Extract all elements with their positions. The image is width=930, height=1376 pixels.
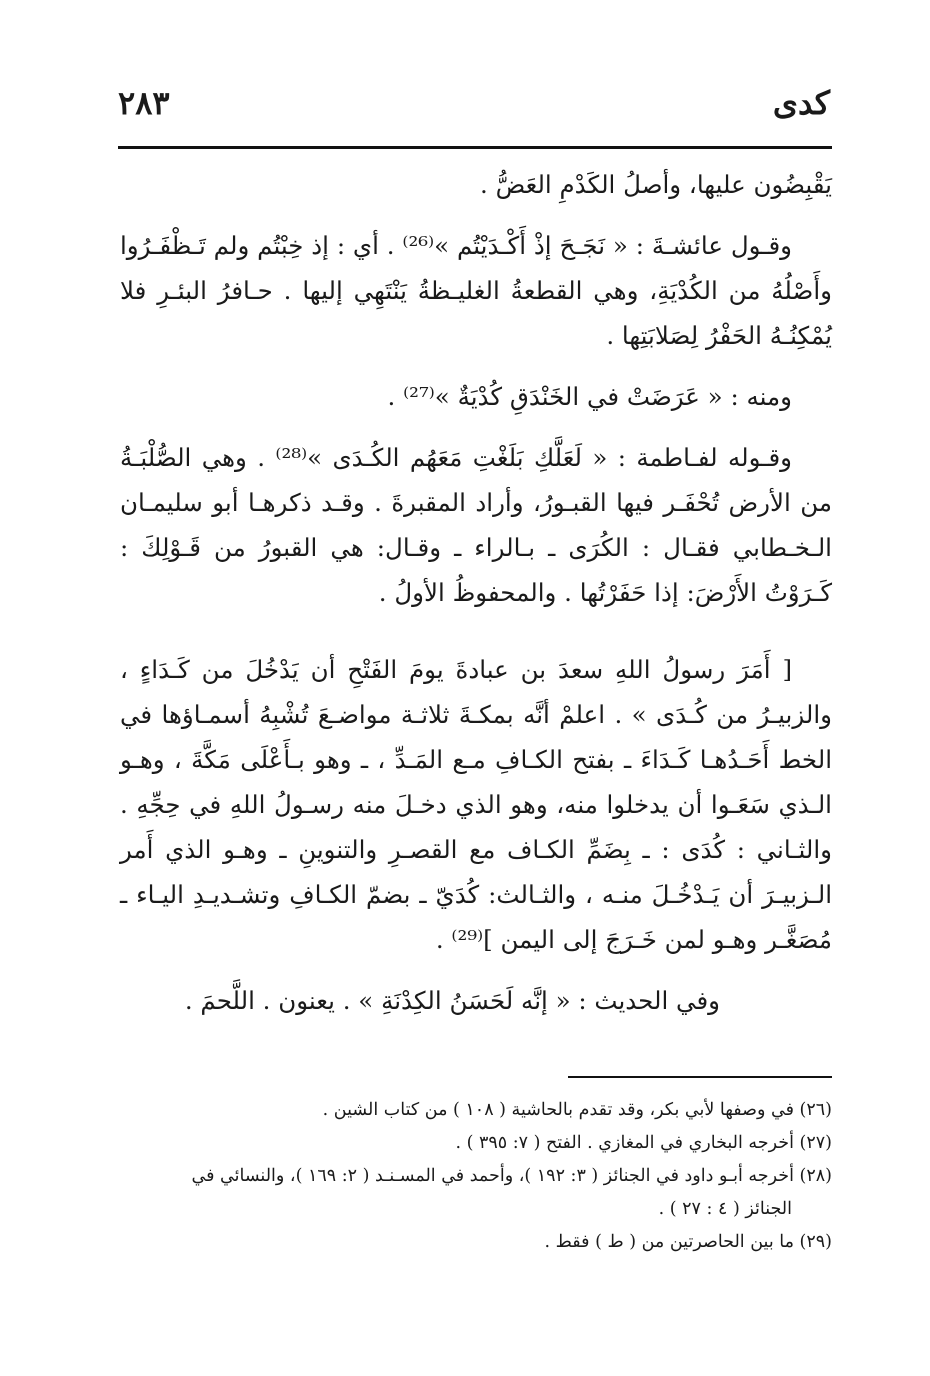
footnote-29: (٢٩) ما بين الحاصرتين من ( ط ) فقط . [544, 1232, 832, 1252]
main-text [120, 162, 832, 1023]
paragraph-5: [ أَمَرَ رسولُ اللهِ سعدَ بن عبادةَ يومَ الفَتْحِ أن يَدْخُلَ من كَـدَاءٍ ، والزبيـرُ من كُـدَى » . اعلمْ أنَّه بمكـةَ ثلاثـة مواضـعَ تُشْبِهُ أسمـاؤها في الخط أَحَـدُهـا كَـدَاءَ ـ بفتح الكـافِ مـع المَـدِّ ، ـ وهو بـأَعْلَى مَكَّةَ ، وهـو الـذي سَعَـوا أن يدخلوا منه، وهو الذي دخـلَ منه رسـولُ اللهِ في حِجِّهِ . والثـاني : كُدَى : ـ بِضَمِّ الكـاف مع القصـرِ والتنوينِ ـ وهـو الذي أَمر الـزبيـرَ أن يَـدْخُـلَ منـه ، والثـالث: كُدَيّ ـ بضمّ الكـافِ وتشـديـدِ اليـاء ـ مُصَغَّـر وهـو لمن خَـرَجَ إلى اليمن ]⁽²⁹⁾ . [120, 655, 832, 954]
paragraph-6: وفي الحديث : « إنَّه لَحَسَنُ الكِدْنَةِ » . يعنون . اللَّحمَ . [184, 986, 720, 1015]
running-header [118, 84, 830, 134]
footnote-26: (٢٦) في وصفها لأبي بكر، وقد تقدم بالحاشية ( ١٠٨ ) من كتاب الشين . [322, 1100, 832, 1120]
header-rule [118, 146, 832, 149]
paragraph-2: وقـول عائشـةَ : « نَجَـحَ إذْ أَكْـدَيْتُم »⁽²⁶⁾ . أي : إذ خِبْتُم ولم تَـظْفَـرُوا وأَصْلُهُ من الكُدْيَةِ، وهي القطعةُ الغليـظةُ يَنْتَهِي إليها . حـافرُ البئـرِ فلا يُمْكِنُـهُ الحَفْرُ لِصَلابَتِها . [120, 231, 832, 350]
footnotes [120, 1094, 832, 1259]
paragraph-3: ومنه : « عَرَضَتْ في الخَنْدَقِ كُدْيَةٌ »⁽²⁷⁾ . [387, 382, 792, 411]
paragraph-4: وقـوله لفـاطمة : « لَعَلَّكِ بَلَغْتِ مَعَهُم الكُـدَى »⁽²⁸⁾ . وهي الصُّلْبَـةُ من الأرض تُحْفَـر فيها القبـورُ، وأراد المقبرةَ . وقـد ذكرهـا أبو سليمـان الـخـطابي فقـال : الكُرَى ـ بـالراء ـ وقـال: هي القبورُ من قَـوْلِكَ : كَـرَوْتُ الأَرْضَ: إذا حَفَرْتُها . والمحفوظُ الأولُ . [120, 443, 832, 607]
page-number: ٢٨٣ [118, 84, 170, 122]
footnote-rule [568, 1076, 832, 1078]
footnote-27: (٢٧) أخرجه البخاري في المغازي . الفتح ( ٧: ٣٩٥ ) . [455, 1133, 832, 1153]
footnote-28-continued: الجنائز ( ٤ : ٢٧ ) . [658, 1199, 792, 1219]
paragraph-1: يَقْبِضُون عليها، وأصلُ الكَدْمِ العَضُّ . [480, 170, 832, 199]
header-entry-word: كدى [772, 84, 830, 122]
footnote-28: (٢٨) أخرجه أبـو داود في الجنائز ( ٣: ١٩٢ )، وأحمد في المسـنـد ( ٢: ١٦٩ )، والنسائي في [191, 1166, 832, 1186]
